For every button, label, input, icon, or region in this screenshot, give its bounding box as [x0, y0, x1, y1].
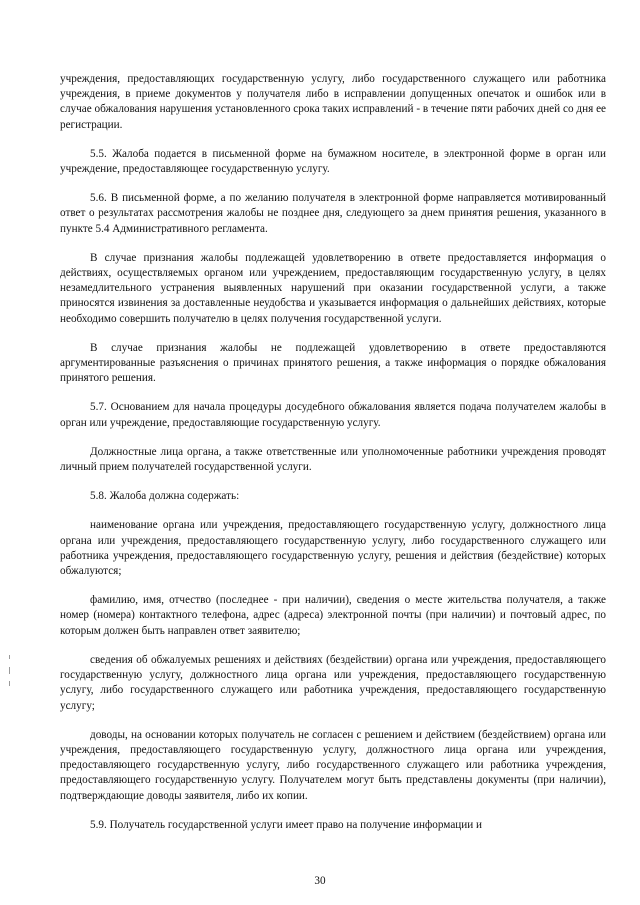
paragraph: 5.6. В письменной форме, а по желанию получателя в электронной форме направляется мотивированный ответ о результатах рассмотрения жалобы не позднее дня, следующего за днем принятия решения, указанного в пункте 5.4 Административного регламента.: [60, 192, 606, 235]
scan-artifact: [9, 655, 10, 659]
page-number: 30: [314, 875, 326, 887]
paragraph: учреждения, предоставляющих государственную услугу, либо государственного служащего или работника учреждения, в приеме документов у получателя либо в исправлении допущенных опечаток и ошибок или в случае обжалования нарушения установленного срока таких исправлений - в течение пяти рабочих дней со дня ее регистрации.: [60, 73, 606, 131]
paragraph: 5.7. Основанием для начала процедуры досудебного обжалования является подача получателем жалобы в орган или учреждение, предоставляющие государственную услугу.: [60, 401, 606, 429]
paragraph: сведения об обжалуемых решениях и действиях (бездействии) органа или учреждения, предоставляющего государственную услугу, должностного лица органа или учреждения, предоставляющего государственную услугу, либо государственного служащего или работника учреждения, предоставляющего государственную услугу;: [60, 653, 606, 712]
scan-artifact: [9, 681, 10, 686]
paragraph: 5.5. Жалоба подается в письменной форме на бумажном носителе, в электронной форме в орган или учреждение, предоставляющее государственную услугу.: [60, 147, 606, 176]
paragraph: 5.8. Жалоба должна содержать:: [90, 490, 240, 503]
paragraph: наименование органа или учреждения, предоставляющего государственную услугу, должностного лица органа или учреждения, предоставляющего государственную услугу, либо государственного служащего или работника учреждения, предоставляющего государственную услугу, решения и действия (бездействие) которых обжалуются;: [60, 519, 606, 578]
paragraph: В случае признания жалобы не подлежащей удовлетворению в ответе предоставляются аргументированные разъяснения о причинах принятого решения, а также информация о порядке обжалования принятого решения.: [60, 341, 606, 385]
paragraph: 5.9. Получатель государственной услуги имеет право на получение информации и: [90, 818, 483, 831]
paragraph: доводы, на основании которых получатель не согласен с решением и действием (бездействием) органа или учреждения, предоставляющего государственную услугу, должностного лица органа или учреждения, предоставляющего государственную услугу, либо государственного служащего или работника учреждения, предоставляющего государственную услугу. Получателем могут быть представлены документы (при наличии), подтверждающие доводы заявителя, либо их копии.: [60, 728, 606, 802]
document-body: [60, 72, 606, 847]
paragraph: фамилию, имя, отчество (последнее - при наличии), сведения о месте жительства получателя, а также номер (номера) контактного телефона, адрес (адреса) электронной почты (при наличии) и почтовый адрес, по которым должен быть направлен ответ заявителю;: [60, 594, 606, 637]
scan-artifact: [9, 667, 10, 674]
paragraph: В случае признания жалобы подлежащей удовлетворению в ответе предоставляется информация о действиях, осуществляемых органом или учреждением, предоставляющим государственную услугу, в целях незамедлительного устранения выявленных нарушений при оказании государственной услуги, а также приносятся извинения за доставленные неудобства и указывается информация о дальнейших действиях, которые необходимо совершить получателю в целях получения государственной услуги.: [60, 251, 606, 325]
paragraph: Должностные лица органа, а также ответственные или уполномоченные работники учреждения проводят личный прием получателей государственной услуги.: [60, 445, 606, 474]
